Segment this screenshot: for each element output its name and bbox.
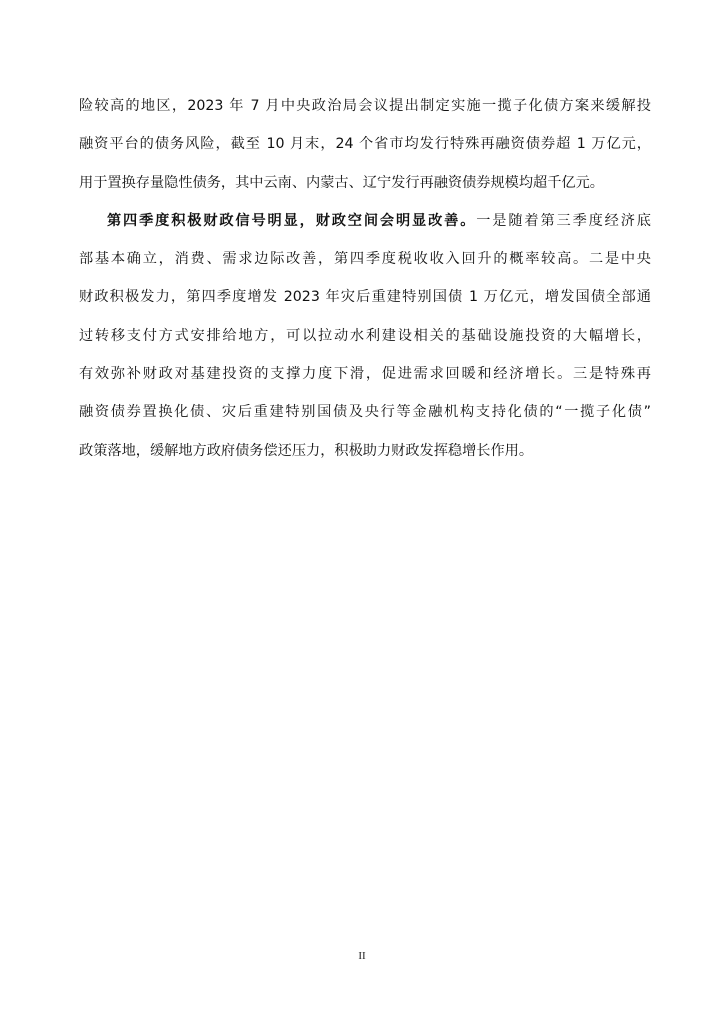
paragraph-2-line-5: 有效弥补财政对基建投资的支撑力度下滑，促进需求回暖和经济增长。三是特殊再 xyxy=(79,366,651,383)
paragraph-2-line-1 xyxy=(79,208,651,246)
paragraph-2-line-6: 融资债券置换化债、灾后重建特别国债及央行等金融机构支持化债的“一揽子化债” xyxy=(79,404,651,421)
page-number: II xyxy=(358,950,366,962)
paragraph-2-line-4: 过转移支付方式安排给地方，可以拉动水利建设相关的基础设施投资的大幅增长， xyxy=(79,327,651,344)
paragraph-1-line-3: 用于置换存量隐性债务，其中云南、内蒙古、辽宁发行再融资债券规模均超千亿元。 xyxy=(79,174,604,191)
paragraph-2-bold-lead: 第四季度积极财政信号明显，财政空间会明显改善。 xyxy=(107,212,477,229)
body-text xyxy=(79,93,651,476)
paragraph-1-line-2: 融资平台的债务风险，截至 10 月末，24 个省市均发行特殊再融资债券超 1 万亿元， xyxy=(79,136,651,153)
paragraph-2 xyxy=(79,208,651,476)
page-footer xyxy=(0,950,724,962)
paragraph-2-line-7: 政策落地，缓解地方政府债务偿还压力，积极助力财政发挥稳增长作用。 xyxy=(79,442,534,459)
paragraph-2-line-1-rest: 一是随着第三季度经济底 xyxy=(476,212,651,229)
paragraph-2-line-3: 财政积极发力，第四季度增发 2023 年灾后重建特别国债 1 万亿元，增发国债全部通 xyxy=(79,289,651,306)
paragraph-2-line-2: 部基本确立，消费、需求边际改善，第四季度税收收入回升的概率较高。二是中央 xyxy=(79,251,651,268)
paragraph-1 xyxy=(79,93,651,208)
paragraph-1-line-1: 险较高的地区，2023 年 7 月中央政治局会议提出制定实施一揽子化债方案来缓解投 xyxy=(79,98,651,114)
